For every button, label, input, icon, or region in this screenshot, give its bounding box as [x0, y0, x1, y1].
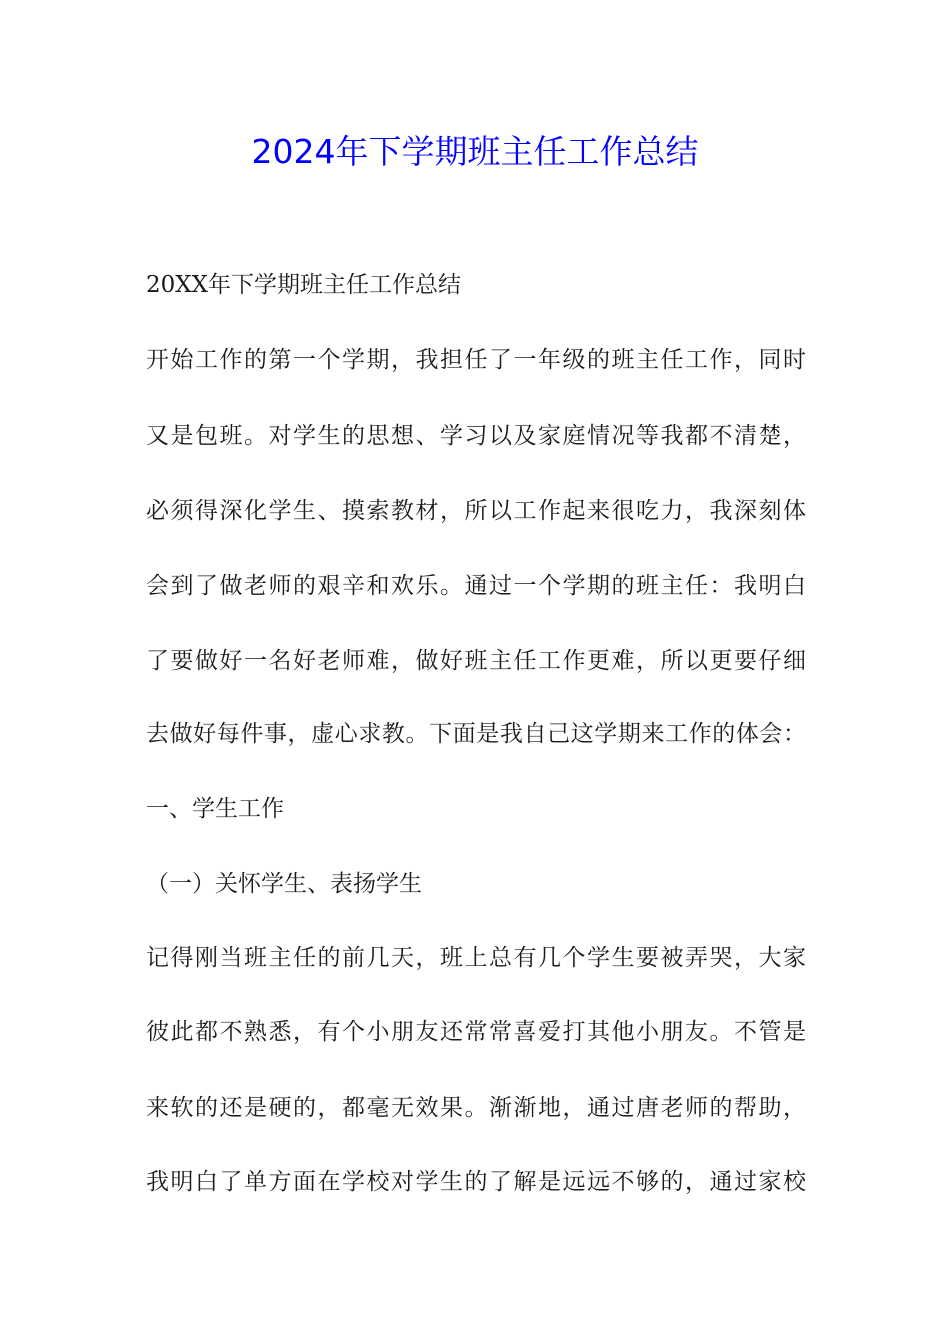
- subtitle-line: 20XX年下学期班主任工作总结: [146, 272, 462, 298]
- document-title: 2024年下学期班主任工作总结: [251, 132, 699, 171]
- paragraph-line: 开始工作的第一个学期，我担任了一年级的班主任工作，同时: [146, 347, 806, 373]
- paragraph-line: 会到了做老师的艰辛和欢乐。通过一个学期的班主任：我明白: [146, 573, 806, 599]
- paragraph-line: 又是包班。对学生的思想、学习以及家庭情况等我都不清楚，: [146, 423, 806, 449]
- section-heading: 一、学生工作: [146, 796, 284, 822]
- paragraph-line: 我明白了单方面在学校对学生的了解是远远不够的，通过家校: [146, 1169, 806, 1195]
- paragraph-line: 去做好每件事，虚心求教。下面是我自己这学期来工作的体会：: [146, 721, 806, 747]
- paragraph-line: 来软的还是硬的，都毫无效果。渐渐地，通过唐老师的帮助，: [146, 1095, 806, 1121]
- paragraph-line: 记得刚当班主任的前几天，班上总有几个学生要被弄哭，大家: [146, 945, 806, 971]
- subsection-heading: （一）关怀学生、表扬学生: [146, 871, 422, 897]
- paragraph-line: 彼此都不熟悉，有个小朋友还常常喜爱打其他小朋友。不管是: [146, 1019, 806, 1045]
- paragraph-line: 了要做好一名好老师难，做好班主任工作更难，所以更要仔细: [146, 648, 806, 674]
- paragraph-line: 必须得深化学生、摸索教材，所以工作起来很吃力，我深刻体: [146, 498, 806, 524]
